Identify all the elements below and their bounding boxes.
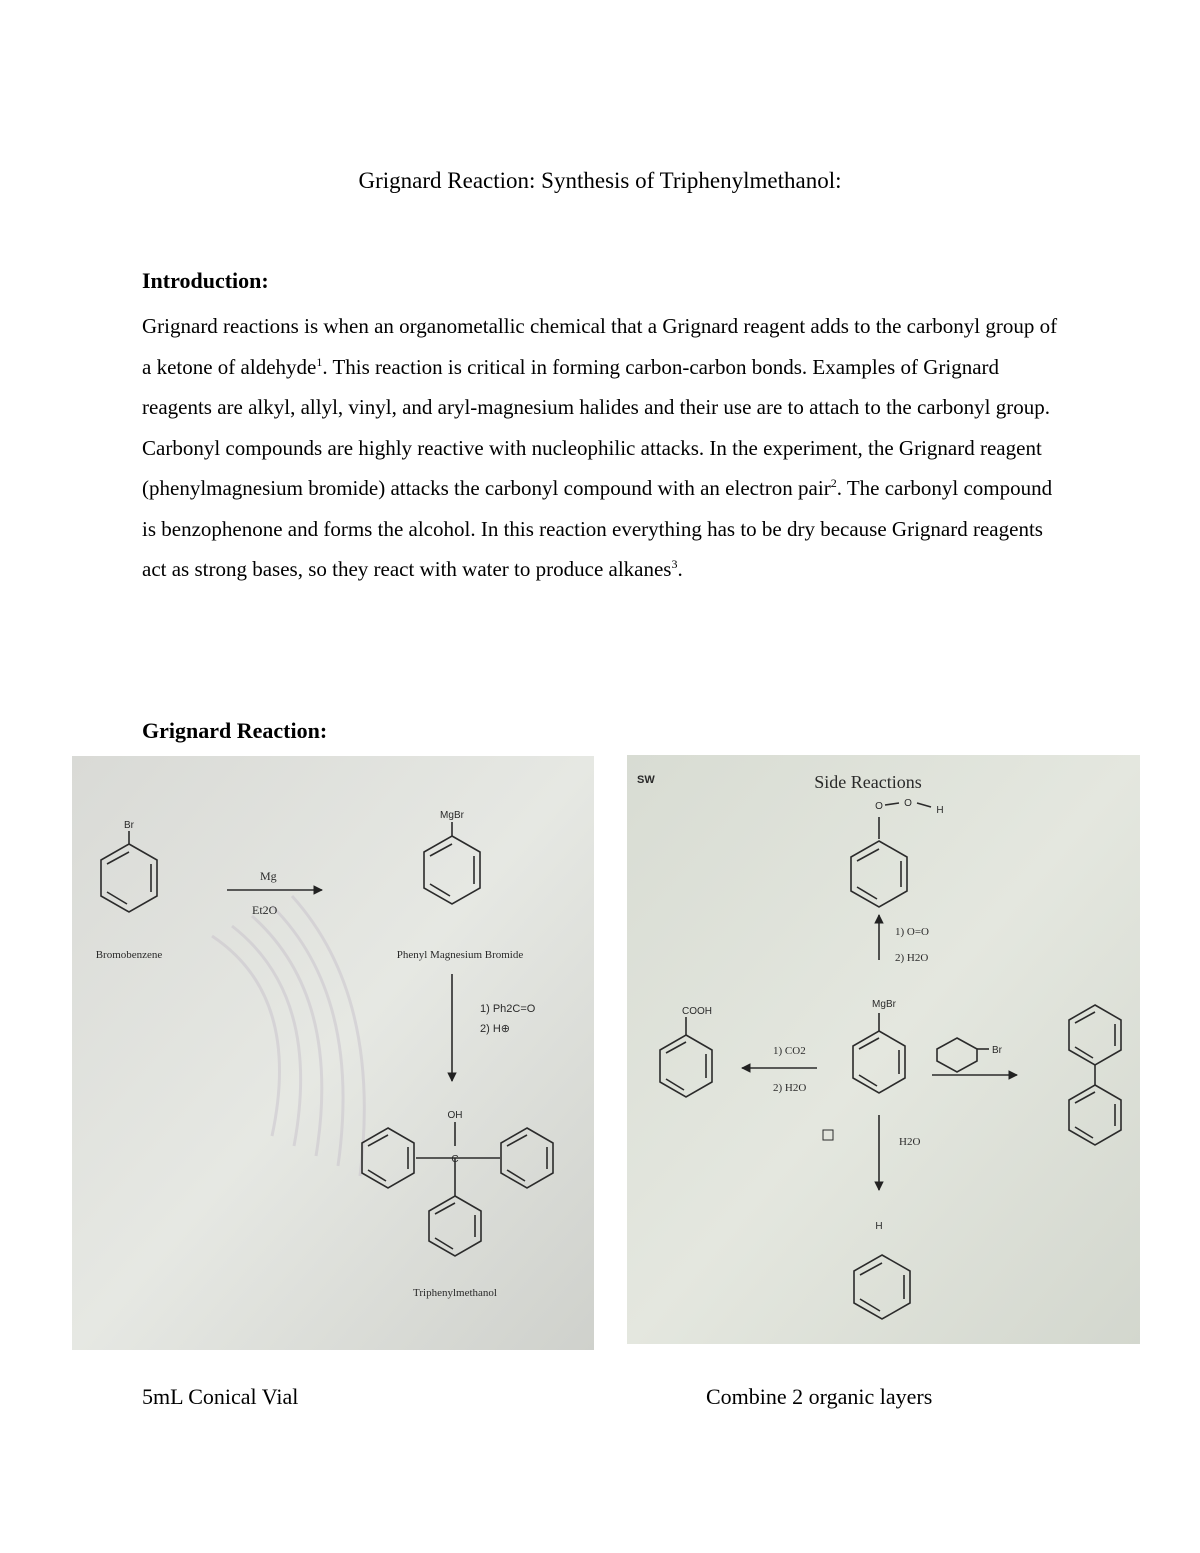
br-label: Br	[992, 1045, 1002, 1056]
introduction-paragraph	[142, 306, 1062, 590]
step1-label: 1) Ph2C=O	[480, 1003, 536, 1015]
intro-sentence-2: . This reaction is critical in forming carbon-carbon bonds. Examples of Grignard reagents are alkyl, allyl, vinyl, and aryl-magnesium halides and their use are to attach to the carbonyl group. Carbonyl compounds are highly reactive with nucleophilic attacks. In the experiment, the Grignard reagent (phenylmagnesium bromide) attacks the carbonyl compound with an electron pair	[142, 354, 1050, 500]
mg-label: Mg	[260, 869, 277, 883]
mgbr-label: MgBr	[872, 999, 896, 1010]
mgbr-label: MgBr	[440, 810, 464, 821]
solvent-label: Et2O	[252, 903, 278, 917]
footnote-ref-1: 1	[316, 354, 323, 369]
br-label: Br	[124, 820, 134, 831]
footnote-ref-3: 3	[671, 557, 678, 571]
grignard-reaction-heading: Grignard Reaction:	[142, 718, 328, 743]
co2-step1-label: 1) CO2	[773, 1045, 806, 1057]
side-reactions-title: Side Reactions	[814, 772, 922, 792]
co2-step2-label: 2) H2O	[773, 1082, 807, 1094]
footnote-ref-2: 2	[830, 476, 837, 490]
grignard-scheme-drawing	[72, 756, 594, 1350]
grignard-scheme-photo	[72, 756, 594, 1350]
triphenylmethanol-label: Triphenylmethanol	[413, 1287, 497, 1299]
intro-sentence-1: Grignard reactions is when an organometallic chemical that a Grignard reagent adds to the carbonyl group of a ketone of aldehyde	[142, 314, 1058, 379]
oxygen-step1-label: 1) O=O	[895, 926, 930, 938]
peroxide-oxygen-2: O	[904, 798, 912, 809]
oxygen-step2-label: 2) H2O	[895, 952, 929, 964]
oh-label: OH	[447, 1110, 463, 1121]
peroxide-oxygen-1: O	[875, 801, 883, 812]
side-reactions-photo	[627, 755, 1140, 1344]
phenyl-mgbr-label: Phenyl Magnesium Bromide	[396, 949, 524, 961]
side-reactions-drawing	[627, 755, 1140, 1344]
intro-sentence-3: . The carbonyl compound is benzophenone and forms the alcohol. In this reaction everything has to be dry because Grignard reagents act as strong bases, so they react with water to produce alkanes	[142, 476, 1053, 581]
right-caption: Combine 2 organic layers	[706, 1384, 933, 1409]
cooh-label: COOH	[682, 1006, 712, 1017]
water-label: H2O	[899, 1136, 921, 1148]
introduction-heading: Introduction:	[142, 268, 269, 293]
central-carbon-label: C	[451, 1154, 459, 1165]
step2-label: 2) H⊕	[480, 1023, 510, 1035]
left-caption: 5mL Conical Vial	[142, 1384, 299, 1409]
intro-sentence-4: .	[677, 557, 683, 581]
document-title: Grignard Reaction: Synthesis of Triphenylmethanol:	[358, 168, 842, 193]
bromobenzene-label: Bromobenzene	[95, 949, 163, 961]
peroxide-hydrogen: H	[936, 805, 944, 816]
hydrogen-label: H	[875, 1221, 883, 1232]
corner-label: SW	[637, 774, 655, 786]
